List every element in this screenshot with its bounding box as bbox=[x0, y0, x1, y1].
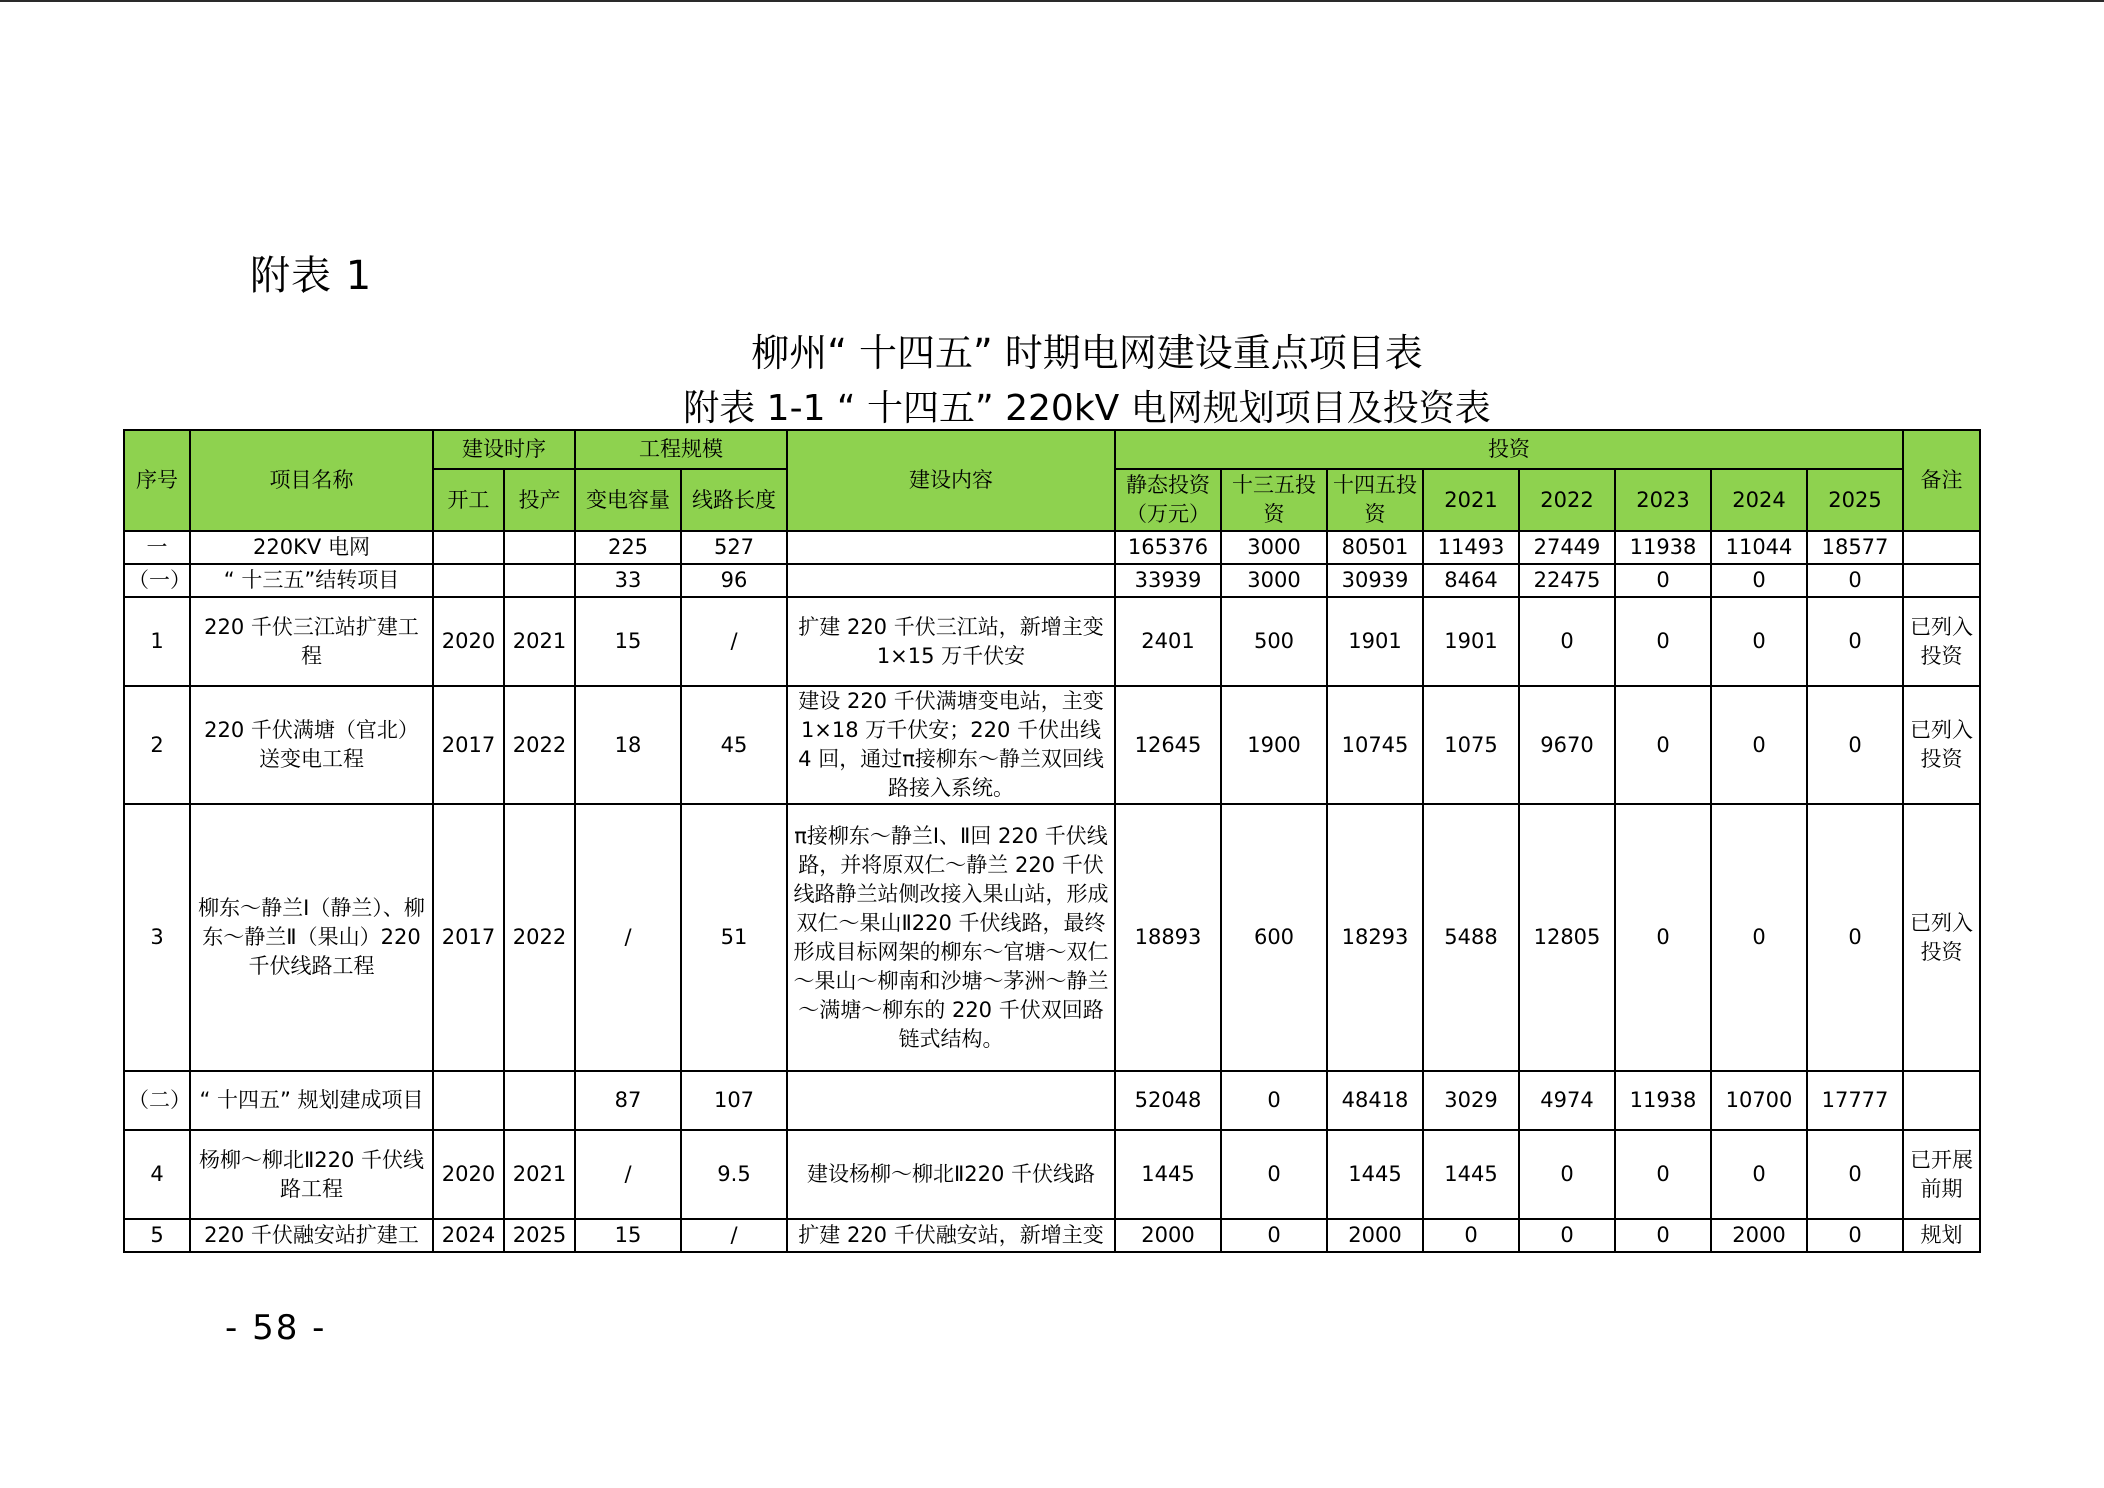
cell-seq: （二） bbox=[124, 1071, 190, 1130]
header-13th-investment: 十三五投资 bbox=[1221, 469, 1327, 531]
investment-table bbox=[123, 429, 1981, 1253]
cell-seq: 1 bbox=[124, 597, 190, 686]
cell-2022: 4974 bbox=[1519, 1071, 1615, 1130]
cell-static-investment: 2401 bbox=[1115, 597, 1221, 686]
table-row bbox=[124, 804, 1980, 1071]
cell-seq: 3 bbox=[124, 804, 190, 1071]
header-investment: 投资 bbox=[1115, 430, 1903, 469]
table-row bbox=[124, 531, 1980, 564]
cell-static-investment: 18893 bbox=[1115, 804, 1221, 1071]
cell-content bbox=[787, 531, 1115, 564]
cell-line-length: 107 bbox=[681, 1071, 787, 1130]
cell-project-name: “ 十三五”结转项目 bbox=[190, 564, 433, 597]
header-year-2022: 2022 bbox=[1519, 469, 1615, 531]
cell-project-name: 220KV 电网 bbox=[190, 531, 433, 564]
cell-14th-investment: 80501 bbox=[1327, 531, 1423, 564]
cell-commission: 2025 bbox=[504, 1219, 575, 1252]
table-row bbox=[124, 564, 1980, 597]
cell-start: 2020 bbox=[433, 597, 504, 686]
header-row-1 bbox=[124, 430, 1980, 469]
cell-seq: 5 bbox=[124, 1219, 190, 1252]
cell-remark: 已列入投资 bbox=[1903, 597, 1980, 686]
cell-project-name: 柳东～静兰Ⅰ（静兰）、柳东～静兰Ⅱ（果山）220 千伏线路工程 bbox=[190, 804, 433, 1071]
cell-14th-investment: 1445 bbox=[1327, 1130, 1423, 1219]
cell-14th-investment: 2000 bbox=[1327, 1219, 1423, 1252]
cell-content: 扩建 220 千伏融安站，新增主变 bbox=[787, 1219, 1115, 1252]
cell-capacity: 15 bbox=[575, 597, 681, 686]
cell-2024: 0 bbox=[1711, 686, 1807, 804]
cell-start: 2024 bbox=[433, 1219, 504, 1252]
cell-project-name: “ 十四五” 规划建成项目 bbox=[190, 1071, 433, 1130]
cell-2025: 17777 bbox=[1807, 1071, 1903, 1130]
cell-2024: 11044 bbox=[1711, 531, 1807, 564]
cell-start: 2017 bbox=[433, 804, 504, 1071]
cell-2023: 11938 bbox=[1615, 1071, 1711, 1130]
header-remark: 备注 bbox=[1903, 430, 1980, 531]
cell-2025: 0 bbox=[1807, 1130, 1903, 1219]
cell-2024: 0 bbox=[1711, 564, 1807, 597]
header-scale: 工程规模 bbox=[575, 430, 787, 469]
cell-2024: 0 bbox=[1711, 597, 1807, 686]
header-seq: 序号 bbox=[124, 430, 190, 531]
cell-13th-investment: 0 bbox=[1221, 1071, 1327, 1130]
cell-14th-investment: 48418 bbox=[1327, 1071, 1423, 1130]
cell-2025: 0 bbox=[1807, 686, 1903, 804]
cell-2024: 0 bbox=[1711, 804, 1807, 1071]
cell-remark: 已开展前期 bbox=[1903, 1130, 1980, 1219]
cell-project-name: 220 千伏满塘（官北）送变电工程 bbox=[190, 686, 433, 804]
cell-2025: 0 bbox=[1807, 597, 1903, 686]
cell-2022: 0 bbox=[1519, 1130, 1615, 1219]
header-project-name: 项目名称 bbox=[190, 430, 433, 531]
cell-remark bbox=[1903, 1071, 1980, 1130]
cell-static-investment: 33939 bbox=[1115, 564, 1221, 597]
header-year-2023: 2023 bbox=[1615, 469, 1711, 531]
cell-2023: 0 bbox=[1615, 1219, 1711, 1252]
cell-seq: 2 bbox=[124, 686, 190, 804]
cell-remark: 规划 bbox=[1903, 1219, 1980, 1252]
cell-capacity: 87 bbox=[575, 1071, 681, 1130]
cell-remark bbox=[1903, 531, 1980, 564]
cell-start: 2020 bbox=[433, 1130, 504, 1219]
cell-remark bbox=[1903, 564, 1980, 597]
cell-seq: 4 bbox=[124, 1130, 190, 1219]
cell-remark: 已列入投资 bbox=[1903, 804, 1980, 1071]
table-header bbox=[124, 430, 1980, 531]
appendix-label: 附表 1 bbox=[250, 253, 373, 299]
cell-2024: 2000 bbox=[1711, 1219, 1807, 1252]
cell-2021: 0 bbox=[1423, 1219, 1519, 1252]
header-year-2021: 2021 bbox=[1423, 469, 1519, 531]
cell-2021: 5488 bbox=[1423, 804, 1519, 1071]
cell-2021: 1901 bbox=[1423, 597, 1519, 686]
cell-2023: 0 bbox=[1615, 804, 1711, 1071]
cell-2021: 1075 bbox=[1423, 686, 1519, 804]
cell-2023: 0 bbox=[1615, 564, 1711, 597]
cell-start bbox=[433, 1071, 504, 1130]
cell-commission bbox=[504, 564, 575, 597]
table-row bbox=[124, 597, 1980, 686]
page-top-border bbox=[0, 0, 2104, 2]
cell-project-name: 杨柳～柳北Ⅱ220 千伏线路工程 bbox=[190, 1130, 433, 1219]
table-row bbox=[124, 1130, 1980, 1219]
cell-project-name: 220 千伏三江站扩建工程 bbox=[190, 597, 433, 686]
cell-content: 建设杨柳～柳北Ⅱ220 千伏线路 bbox=[787, 1130, 1115, 1219]
cell-2021: 11493 bbox=[1423, 531, 1519, 564]
cell-13th-investment: 500 bbox=[1221, 597, 1327, 686]
cell-static-investment: 2000 bbox=[1115, 1219, 1221, 1252]
header-year-2024: 2024 bbox=[1711, 469, 1807, 531]
header-start: 开工 bbox=[433, 469, 504, 531]
table-row bbox=[124, 1219, 1980, 1252]
cell-2022: 12805 bbox=[1519, 804, 1615, 1071]
cell-content: π接柳东～静兰Ⅰ、Ⅱ回 220 千伏线路，并将原双仁～静兰 220 千伏线路静兰站侧改接入果山站，形成双仁～果山Ⅱ220 千伏线路，最终形成目标网架的柳东～官塘～双仁～果山～柳南和沙塘～茅洲～静兰～满塘～柳东的 220 千伏双回路链式结构。 bbox=[787, 804, 1115, 1071]
cell-remark: 已列入投资 bbox=[1903, 686, 1980, 804]
cell-start: 2017 bbox=[433, 686, 504, 804]
cell-line-length: 45 bbox=[681, 686, 787, 804]
table-row bbox=[124, 1071, 1980, 1130]
cell-2025: 18577 bbox=[1807, 531, 1903, 564]
header-14th-investment: 十四五投资 bbox=[1327, 469, 1423, 531]
cell-commission bbox=[504, 1071, 575, 1130]
table-row bbox=[124, 686, 1980, 804]
cell-line-length: 51 bbox=[681, 804, 787, 1071]
cell-2022: 9670 bbox=[1519, 686, 1615, 804]
cell-capacity: 18 bbox=[575, 686, 681, 804]
header-year-2025: 2025 bbox=[1807, 469, 1903, 531]
page-number: - 58 - bbox=[225, 1308, 327, 1348]
cell-2023: 0 bbox=[1615, 686, 1711, 804]
cell-start bbox=[433, 564, 504, 597]
cell-static-investment: 165376 bbox=[1115, 531, 1221, 564]
cell-14th-investment: 10745 bbox=[1327, 686, 1423, 804]
cell-14th-investment: 18293 bbox=[1327, 804, 1423, 1071]
header-content: 建设内容 bbox=[787, 430, 1115, 531]
cell-commission: 2022 bbox=[504, 804, 575, 1071]
cell-13th-investment: 3000 bbox=[1221, 531, 1327, 564]
cell-line-length: / bbox=[681, 597, 787, 686]
cell-line-length: 96 bbox=[681, 564, 787, 597]
sub-title: 附表 1-1 “ 十四五” 220kV 电网规划项目及投资表 bbox=[683, 388, 1491, 429]
cell-line-length: 9.5 bbox=[681, 1130, 787, 1219]
header-commission: 投产 bbox=[504, 469, 575, 531]
cell-capacity: / bbox=[575, 1130, 681, 1219]
cell-2025: 0 bbox=[1807, 804, 1903, 1071]
cell-2022: 22475 bbox=[1519, 564, 1615, 597]
cell-line-length: / bbox=[681, 1219, 787, 1252]
investment-table-container bbox=[123, 429, 1981, 1253]
cell-capacity: 33 bbox=[575, 564, 681, 597]
cell-commission: 2021 bbox=[504, 1130, 575, 1219]
header-static-investment: 静态投资（万元） bbox=[1115, 469, 1221, 531]
cell-13th-investment: 0 bbox=[1221, 1130, 1327, 1219]
cell-13th-investment: 3000 bbox=[1221, 564, 1327, 597]
cell-2024: 0 bbox=[1711, 1130, 1807, 1219]
cell-2022: 0 bbox=[1519, 1219, 1615, 1252]
cell-commission: 2021 bbox=[504, 597, 575, 686]
cell-2025: 0 bbox=[1807, 564, 1903, 597]
cell-capacity: 225 bbox=[575, 531, 681, 564]
cell-seq: 一 bbox=[124, 531, 190, 564]
cell-project-name: 220 千伏融安站扩建工 bbox=[190, 1219, 433, 1252]
cell-2025: 0 bbox=[1807, 1219, 1903, 1252]
cell-start bbox=[433, 531, 504, 564]
cell-14th-investment: 30939 bbox=[1327, 564, 1423, 597]
cell-2021: 3029 bbox=[1423, 1071, 1519, 1130]
table-body bbox=[124, 531, 1980, 1252]
cell-13th-investment: 0 bbox=[1221, 1219, 1327, 1252]
cell-capacity: / bbox=[575, 804, 681, 1071]
header-capacity: 变电容量 bbox=[575, 469, 681, 531]
cell-2022: 27449 bbox=[1519, 531, 1615, 564]
cell-2023: 11938 bbox=[1615, 531, 1711, 564]
cell-2023: 0 bbox=[1615, 597, 1711, 686]
cell-13th-investment: 1900 bbox=[1221, 686, 1327, 804]
cell-commission bbox=[504, 531, 575, 564]
cell-content bbox=[787, 564, 1115, 597]
cell-commission: 2022 bbox=[504, 686, 575, 804]
cell-14th-investment: 1901 bbox=[1327, 597, 1423, 686]
cell-2024: 10700 bbox=[1711, 1071, 1807, 1130]
cell-2021: 8464 bbox=[1423, 564, 1519, 597]
header-line-length: 线路长度 bbox=[681, 469, 787, 531]
cell-seq: （一） bbox=[124, 564, 190, 597]
cell-static-investment: 1445 bbox=[1115, 1130, 1221, 1219]
cell-line-length: 527 bbox=[681, 531, 787, 564]
cell-content: 扩建 220 千伏三江站，新增主变 1×15 万千伏安 bbox=[787, 597, 1115, 686]
header-schedule: 建设时序 bbox=[433, 430, 575, 469]
cell-content bbox=[787, 1071, 1115, 1130]
cell-2023: 0 bbox=[1615, 1130, 1711, 1219]
cell-static-investment: 12645 bbox=[1115, 686, 1221, 804]
main-title: 柳州“ 十四五” 时期电网建设重点项目表 bbox=[751, 331, 1423, 375]
cell-static-investment: 52048 bbox=[1115, 1071, 1221, 1130]
cell-capacity: 15 bbox=[575, 1219, 681, 1252]
cell-2021: 1445 bbox=[1423, 1130, 1519, 1219]
cell-2022: 0 bbox=[1519, 597, 1615, 686]
cell-content: 建设 220 千伏满塘变电站，主变 1×18 万千伏安；220 千伏出线 4 回，通过π接柳东～静兰双回线路接入系统。 bbox=[787, 686, 1115, 804]
cell-13th-investment: 600 bbox=[1221, 804, 1327, 1071]
